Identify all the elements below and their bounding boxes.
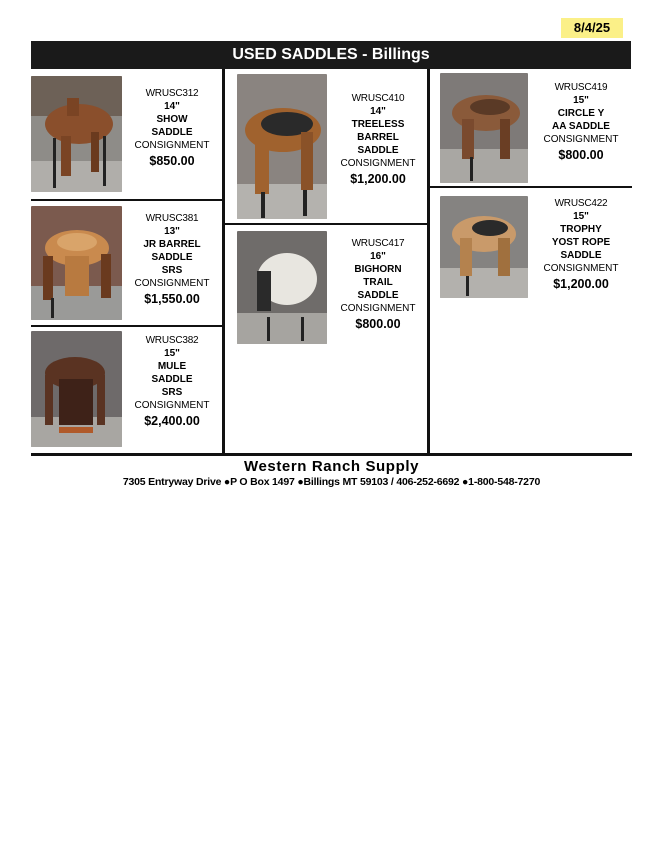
column-divider: [427, 69, 430, 455]
saddle-info: [127, 334, 217, 429]
item-price: $1,550.00: [144, 292, 200, 306]
item-code: WRUSC381: [145, 213, 199, 224]
row-divider: [225, 223, 427, 225]
saddle-listing: [435, 73, 631, 185]
item-code: WRUSC422: [554, 198, 608, 209]
saddle-info: [531, 197, 631, 292]
item-consignment: CONSIGNMENT: [543, 134, 619, 145]
item-price: $850.00: [149, 154, 195, 168]
row-divider: [430, 186, 632, 188]
item-consignment: CONSIGNMENT: [134, 140, 210, 151]
saddle-info: [127, 212, 217, 307]
item-description: 16" BIGHORN TRAIL SADDLE: [354, 251, 402, 301]
company-address: 7305 Entryway Drive ●P O Box 1497 ●Billings MT 59103 / 406-252-6692 ●1-800-548-7270: [122, 476, 541, 488]
saddle-grid: [31, 69, 632, 455]
row-divider: [31, 199, 222, 201]
saddle-listing: [435, 194, 631, 324]
item-description: 14" SHOW SADDLE: [151, 101, 193, 138]
column-divider: [222, 69, 225, 455]
item-description: 15" MULE SADDLE SRS: [151, 348, 193, 398]
item-code: WRUSC312: [145, 88, 199, 99]
saddle-info: [531, 81, 631, 163]
saddle-photo: [31, 76, 122, 192]
item-consignment: CONSIGNMENT: [340, 303, 416, 314]
saddle-photo: [31, 206, 122, 320]
saddle-listing: [230, 74, 426, 222]
saddle-listing: [31, 206, 222, 322]
company-name: Western Ranch Supply: [243, 458, 420, 475]
item-consignment: CONSIGNMENT: [134, 400, 210, 411]
saddle-info: [331, 237, 425, 332]
item-price: $2,400.00: [144, 414, 200, 428]
saddle-photo: [440, 196, 528, 298]
item-consignment: CONSIGNMENT: [543, 263, 619, 274]
footer-divider: [31, 453, 632, 456]
item-consignment: CONSIGNMENT: [340, 158, 416, 169]
saddle-listing: [230, 231, 426, 349]
saddle-photo: [237, 74, 327, 219]
item-description: 14" TREELESS BARREL SADDLE: [351, 106, 405, 156]
item-code: WRUSC419: [554, 82, 608, 93]
item-description: 13" JR BARREL SADDLE SRS: [143, 226, 201, 276]
item-description: 15" CIRCLE Y AA SADDLE: [552, 95, 610, 132]
date-badge: 8/4/25: [561, 18, 623, 38]
item-consignment: CONSIGNMENT: [134, 278, 210, 289]
row-divider: [31, 325, 222, 327]
saddle-photo: [237, 231, 327, 344]
item-price: $1,200.00: [350, 172, 406, 186]
item-code: WRUSC382: [145, 335, 199, 346]
item-description: 15" TROPHY YOST ROPE SADDLE: [551, 211, 611, 261]
item-code: WRUSC410: [351, 93, 405, 104]
item-price: $800.00: [355, 317, 401, 331]
saddle-photo: [440, 73, 528, 183]
saddle-listing: [31, 331, 222, 451]
item-price: $800.00: [558, 148, 604, 162]
page-title: USED SADDLES - Billings: [31, 41, 631, 69]
item-price: $1,200.00: [553, 277, 609, 291]
saddle-info: [127, 87, 217, 169]
saddle-listing: [31, 76, 222, 196]
item-code: WRUSC417: [351, 238, 405, 249]
saddle-info: [331, 92, 425, 187]
saddle-photo: [31, 331, 122, 447]
